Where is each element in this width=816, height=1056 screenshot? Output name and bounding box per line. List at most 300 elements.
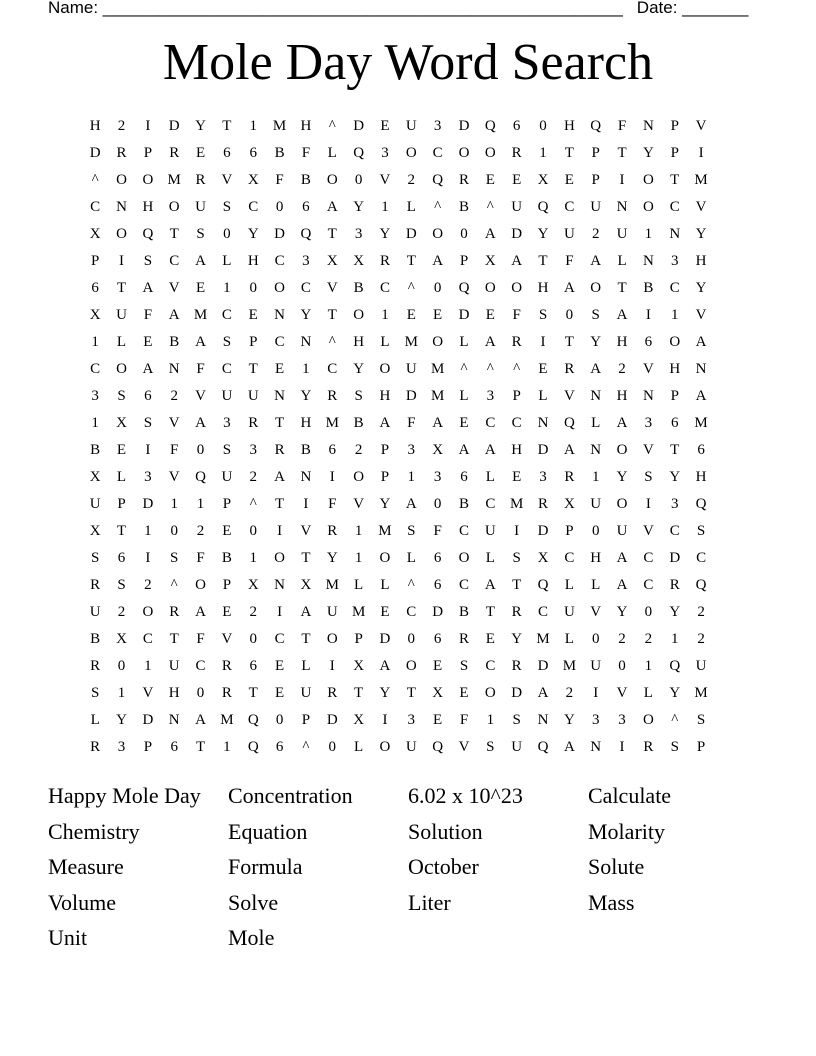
grid-letter[interactable]: R	[538, 496, 549, 512]
grid-letter[interactable]: 6	[670, 415, 679, 431]
grid-letter[interactable]: I	[145, 118, 151, 134]
grid-letter[interactable]: N	[695, 361, 707, 377]
grid-letter[interactable]: P	[591, 145, 600, 161]
grid-letter[interactable]: Q	[247, 739, 259, 755]
grid-letter[interactable]: S	[538, 307, 548, 323]
grid-letter[interactable]: T	[301, 631, 311, 647]
grid-letter[interactable]: 1	[486, 712, 495, 728]
grid-letter[interactable]: X	[116, 631, 127, 647]
grid-letter[interactable]: H	[168, 685, 180, 701]
grid-letter[interactable]: H	[142, 199, 154, 215]
grid-letter[interactable]: ^	[302, 739, 310, 755]
grid-letter[interactable]: N	[590, 442, 602, 458]
grid-letter[interactable]: A	[195, 253, 206, 269]
grid-letter[interactable]: T	[617, 280, 627, 296]
grid-letter[interactable]: N	[616, 199, 628, 215]
grid-letter[interactable]: O	[642, 712, 654, 728]
grid-letter[interactable]: R	[274, 442, 285, 458]
grid-letter[interactable]: 1	[91, 334, 99, 350]
grid-letter[interactable]: 6	[249, 658, 257, 674]
grid-letter[interactable]: Y	[511, 631, 523, 647]
grid-letter[interactable]: O	[142, 604, 154, 620]
grid-letter[interactable]: 2	[196, 523, 205, 539]
grid-letter[interactable]: X	[353, 658, 365, 674]
grid-letter[interactable]: V	[142, 685, 154, 701]
grid-letter[interactable]: T	[248, 685, 258, 701]
grid-letter[interactable]: T	[327, 307, 337, 323]
grid-letter[interactable]: C	[458, 523, 469, 539]
grid-letter[interactable]: I	[382, 712, 388, 728]
grid-letter[interactable]: M	[351, 604, 366, 620]
grid-letter[interactable]: 0	[644, 604, 653, 620]
grid-letter[interactable]: N	[590, 739, 602, 755]
grid-letter[interactable]: 0	[591, 523, 600, 539]
grid-letter[interactable]: S	[117, 577, 126, 593]
grid-letter[interactable]: D	[669, 550, 681, 566]
grid-letter[interactable]: A	[590, 253, 602, 269]
grid-letter[interactable]: ^	[249, 496, 257, 512]
grid-letter[interactable]: 2	[117, 604, 126, 620]
grid-letter[interactable]: F	[301, 145, 311, 161]
grid-letter[interactable]: H	[300, 415, 312, 431]
grid-letter[interactable]: O	[274, 280, 285, 296]
grid-letter[interactable]: 0	[249, 280, 257, 296]
grid-letter[interactable]: P	[696, 739, 706, 755]
grid-letter[interactable]: E	[485, 307, 495, 323]
grid-letter[interactable]: D	[458, 307, 470, 323]
grid-letter[interactable]: L	[301, 658, 311, 674]
grid-letter[interactable]: R	[248, 415, 259, 431]
grid-letter[interactable]: N	[168, 361, 180, 377]
grid-letter[interactable]: O	[405, 658, 417, 674]
grid-letter[interactable]: O	[616, 442, 628, 458]
grid-letter[interactable]: 6	[697, 442, 705, 458]
grid-letter[interactable]: S	[222, 334, 232, 350]
grid-letter[interactable]: C	[643, 577, 654, 593]
grid-letter[interactable]: I	[145, 550, 151, 566]
grid-letter[interactable]: N	[642, 118, 654, 134]
date-field[interactable]: Date: _______	[636, 0, 749, 17]
grid-letter[interactable]: U	[116, 307, 127, 323]
grid-letter[interactable]: T	[617, 145, 627, 161]
grid-letter[interactable]: O	[326, 631, 338, 647]
grid-letter[interactable]: 3	[91, 388, 99, 404]
grid-letter[interactable]: E	[274, 658, 285, 674]
grid-letter[interactable]: X	[484, 253, 496, 269]
grid-letter[interactable]: R	[221, 658, 232, 674]
grid-letter[interactable]: C	[90, 199, 101, 215]
grid-letter[interactable]: I	[329, 658, 335, 674]
grid-letter[interactable]: N	[537, 712, 549, 728]
grid-letter[interactable]: R	[221, 685, 232, 701]
grid-letter[interactable]: S	[512, 550, 521, 566]
grid-letter[interactable]: X	[432, 442, 444, 458]
grid-letter[interactable]: X	[116, 415, 127, 431]
grid-letter[interactable]: X	[89, 307, 101, 323]
grid-letter[interactable]: 3	[407, 712, 416, 728]
grid-letter[interactable]: D	[142, 712, 154, 728]
grid-letter[interactable]: U	[563, 604, 575, 620]
grid-letter[interactable]: B	[90, 631, 101, 647]
grid-letter[interactable]: Y	[195, 118, 206, 134]
grid-letter[interactable]: 1	[670, 631, 679, 647]
grid-letter[interactable]: E	[222, 523, 232, 539]
grid-letter[interactable]: B	[353, 415, 364, 431]
grid-letter[interactable]: 3	[381, 145, 389, 161]
grid-letter[interactable]: T	[301, 550, 311, 566]
grid-letter[interactable]: E	[195, 280, 206, 296]
grid-letter[interactable]: C	[458, 577, 469, 593]
grid-letter[interactable]: 2	[697, 604, 705, 620]
grid-letter[interactable]: 1	[644, 658, 653, 674]
grid-letter[interactable]: V	[195, 388, 206, 404]
grid-letter[interactable]: P	[222, 496, 232, 512]
grid-letter[interactable]: 3	[486, 388, 495, 404]
grid-letter[interactable]: X	[353, 712, 365, 728]
grid-letter[interactable]: I	[698, 145, 704, 161]
grid-letter[interactable]: S	[696, 712, 706, 728]
grid-letter[interactable]: S	[222, 442, 232, 458]
grid-letter[interactable]: ^	[486, 361, 494, 377]
grid-letter[interactable]: P	[670, 118, 679, 134]
grid-letter[interactable]: 3	[354, 226, 363, 242]
grid-letter[interactable]: 0	[354, 172, 363, 188]
grid-letter[interactable]: 1	[381, 307, 389, 323]
grid-letter[interactable]: S	[196, 226, 205, 242]
grid-letter[interactable]: F	[565, 253, 574, 269]
grid-letter[interactable]: 0	[223, 226, 231, 242]
grid-letter[interactable]: T	[354, 685, 364, 701]
grid-letter[interactable]: 2	[644, 631, 653, 647]
grid-letter[interactable]: 6	[170, 739, 178, 755]
grid-letter[interactable]: C	[485, 658, 496, 674]
grid-letter[interactable]: 3	[670, 253, 679, 269]
grid-letter[interactable]: S	[512, 712, 521, 728]
grid-letter[interactable]: 0	[433, 280, 442, 296]
grid-letter[interactable]: 1	[302, 361, 310, 377]
grid-letter[interactable]: A	[168, 307, 180, 323]
grid-letter[interactable]: L	[591, 415, 601, 431]
grid-letter[interactable]: C	[248, 199, 259, 215]
grid-letter[interactable]: T	[406, 685, 416, 701]
grid-letter[interactable]: Y	[563, 712, 575, 728]
grid-letter[interactable]: V	[642, 523, 654, 539]
grid-letter[interactable]: S	[459, 658, 469, 674]
grid-letter[interactable]: X	[89, 469, 101, 485]
grid-letter[interactable]: C	[485, 496, 496, 512]
grid-letter[interactable]: 3	[591, 712, 600, 728]
grid-letter[interactable]: P	[91, 253, 100, 269]
grid-letter[interactable]: L	[564, 631, 574, 647]
grid-letter[interactable]: 6	[144, 388, 152, 404]
grid-letter[interactable]: ^	[486, 199, 494, 215]
grid-letter[interactable]: L	[116, 469, 127, 485]
grid-letter[interactable]: O	[379, 739, 391, 755]
grid-letter[interactable]: D	[326, 712, 338, 728]
grid-letter[interactable]: L	[643, 685, 653, 701]
grid-letter[interactable]: A	[142, 361, 154, 377]
grid-letter[interactable]: V	[326, 280, 338, 296]
grid-letter[interactable]: M	[220, 712, 234, 728]
grid-letter[interactable]: S	[486, 739, 495, 755]
grid-letter[interactable]: 2	[249, 469, 257, 485]
grid-letter[interactable]: U	[484, 523, 496, 539]
grid-letter[interactable]: D	[537, 442, 549, 458]
grid-letter[interactable]: N	[642, 388, 654, 404]
grid-letter[interactable]: ^	[434, 199, 442, 215]
grid-letter[interactable]: O	[274, 550, 285, 566]
grid-letter[interactable]: M	[378, 523, 392, 539]
grid-letter[interactable]: Y	[669, 685, 681, 701]
grid-letter[interactable]: A	[326, 199, 338, 215]
grid-letter[interactable]: L	[354, 577, 364, 593]
grid-letter[interactable]: O	[590, 280, 602, 296]
grid-letter[interactable]: V	[642, 361, 654, 377]
grid-letter[interactable]: T	[116, 523, 127, 539]
grid-letter[interactable]: 1	[381, 199, 389, 215]
grid-letter[interactable]: 1	[91, 415, 99, 431]
grid-letter[interactable]: V	[168, 280, 180, 296]
grid-letter[interactable]: 3	[618, 712, 626, 728]
grid-letter[interactable]: I	[145, 442, 151, 458]
grid-letter[interactable]: A	[405, 496, 417, 512]
grid-letter[interactable]: 6	[433, 631, 442, 647]
grid-letter[interactable]: R	[90, 577, 101, 593]
grid-letter[interactable]: H	[353, 334, 365, 350]
grid-letter[interactable]: D	[432, 604, 444, 620]
grid-letter[interactable]: L	[406, 550, 416, 566]
grid-letter[interactable]: 6	[433, 577, 442, 593]
grid-letter[interactable]: N	[537, 415, 549, 431]
grid-letter[interactable]: I	[593, 685, 599, 701]
grid-letter[interactable]: 0	[539, 118, 547, 134]
grid-letter[interactable]: E	[222, 604, 232, 620]
grid-letter[interactable]: A	[616, 577, 628, 593]
grid-letter[interactable]: 2	[565, 685, 574, 701]
grid-letter[interactable]: 6	[249, 145, 257, 161]
grid-letter[interactable]: E	[274, 361, 285, 377]
grid-letter[interactable]: Q	[195, 469, 206, 485]
grid-letter[interactable]: R	[327, 685, 338, 701]
grid-letter[interactable]: 0	[618, 658, 626, 674]
grid-letter[interactable]: S	[696, 523, 706, 539]
grid-letter[interactable]: H	[511, 442, 523, 458]
grid-letter[interactable]: O	[195, 577, 206, 593]
grid-letter[interactable]: 1	[223, 739, 231, 755]
grid-letter[interactable]: S	[143, 415, 153, 431]
grid-letter[interactable]: U	[247, 388, 259, 404]
grid-letter[interactable]: Q	[432, 172, 444, 188]
grid-letter[interactable]: M	[562, 658, 577, 674]
grid-letter[interactable]: 3	[223, 415, 231, 431]
grid-letter[interactable]: 0	[196, 685, 205, 701]
grid-letter[interactable]: E	[116, 442, 127, 458]
grid-letter[interactable]: O	[379, 550, 391, 566]
grid-letter[interactable]: Y	[669, 469, 681, 485]
grid-letter[interactable]: S	[143, 253, 153, 269]
grid-letter[interactable]: X	[537, 550, 549, 566]
grid-letter[interactable]: A	[274, 469, 285, 485]
grid-letter[interactable]: L	[564, 577, 574, 593]
grid-letter[interactable]: X	[537, 172, 549, 188]
grid-letter[interactable]: T	[222, 118, 232, 134]
grid-letter[interactable]: 0	[117, 658, 126, 674]
grid-letter[interactable]: H	[695, 469, 707, 485]
grid-letter[interactable]: I	[514, 523, 520, 539]
grid-letter[interactable]: D	[168, 118, 180, 134]
grid-letter[interactable]: T	[274, 415, 285, 431]
grid-letter[interactable]: 1	[670, 307, 679, 323]
grid-letter[interactable]: M	[167, 172, 181, 188]
grid-letter[interactable]: I	[303, 496, 309, 512]
grid-letter[interactable]: C	[485, 415, 496, 431]
grid-letter[interactable]: Y	[116, 712, 127, 728]
grid-letter[interactable]: P	[143, 739, 153, 755]
grid-letter[interactable]: D	[353, 118, 365, 134]
grid-letter[interactable]: N	[274, 388, 285, 404]
grid-letter[interactable]: C	[169, 253, 180, 269]
grid-letter[interactable]: C	[564, 550, 575, 566]
grid-letter[interactable]: Y	[669, 604, 681, 620]
grid-letter[interactable]: D	[379, 631, 391, 647]
grid-letter[interactable]: A	[195, 334, 206, 350]
grid-letter[interactable]: 2	[144, 577, 152, 593]
grid-letter[interactable]: U	[563, 226, 575, 242]
grid-letter[interactable]: A	[484, 334, 496, 350]
grid-letter[interactable]: 0	[249, 631, 257, 647]
grid-letter[interactable]: H	[300, 118, 312, 134]
grid-letter[interactable]: X	[432, 685, 444, 701]
grid-letter[interactable]: A	[616, 415, 628, 431]
grid-letter[interactable]: V	[458, 739, 470, 755]
grid-letter[interactable]: A	[537, 685, 549, 701]
grid-letter[interactable]: N	[274, 307, 285, 323]
grid-letter[interactable]: C	[274, 631, 285, 647]
grid-letter[interactable]: 2	[591, 226, 600, 242]
grid-letter[interactable]: R	[511, 604, 522, 620]
grid-letter[interactable]: R	[169, 604, 180, 620]
grid-letter[interactable]: A	[195, 712, 206, 728]
grid-letter[interactable]: S	[670, 739, 679, 755]
grid-letter[interactable]: 1	[644, 226, 653, 242]
grid-letter[interactable]: O	[168, 199, 180, 215]
grid-letter[interactable]: S	[91, 685, 100, 701]
grid-letter[interactable]: 1	[170, 496, 178, 512]
grid-letter[interactable]: 0	[407, 631, 416, 647]
grid-letter[interactable]: 0	[249, 523, 257, 539]
grid-letter[interactable]: H	[695, 253, 707, 269]
grid-letter[interactable]: O	[142, 172, 154, 188]
grid-letter[interactable]: M	[694, 172, 708, 188]
grid-letter[interactable]: S	[644, 469, 653, 485]
grid-letter[interactable]: E	[274, 685, 285, 701]
name-field[interactable]: Name: _______________________________________________________	[48, 0, 623, 17]
grid-letter[interactable]: 1	[539, 145, 547, 161]
grid-letter[interactable]: L	[354, 739, 364, 755]
grid-letter[interactable]: L	[222, 253, 232, 269]
grid-letter[interactable]: C	[142, 631, 153, 647]
grid-letter[interactable]: V	[695, 307, 707, 323]
grid-letter[interactable]: L	[327, 145, 337, 161]
grid-letter[interactable]: Y	[379, 685, 391, 701]
grid-letter[interactable]: C	[432, 145, 443, 161]
grid-letter[interactable]: U	[89, 604, 101, 620]
grid-letter[interactable]: O	[642, 199, 654, 215]
grid-letter[interactable]: T	[274, 496, 285, 512]
grid-letter[interactable]: T	[327, 226, 337, 242]
grid-letter[interactable]: D	[274, 226, 285, 242]
grid-letter[interactable]: Y	[379, 496, 391, 512]
grid-letter[interactable]: 2	[407, 172, 416, 188]
grid-letter[interactable]: 1	[407, 469, 416, 485]
grid-letter[interactable]: 6	[328, 442, 337, 458]
grid-letter[interactable]: ^	[407, 577, 415, 593]
grid-letter[interactable]: ^	[91, 172, 99, 188]
grid-letter[interactable]: U	[168, 658, 180, 674]
grid-letter[interactable]: 0	[460, 226, 468, 242]
grid-letter[interactable]: H	[616, 334, 628, 350]
grid-letter[interactable]: T	[116, 280, 127, 296]
grid-letter[interactable]: A	[195, 415, 206, 431]
grid-letter[interactable]: C	[90, 361, 101, 377]
grid-letter[interactable]: B	[643, 280, 654, 296]
grid-letter[interactable]: A	[511, 253, 523, 269]
grid-letter[interactable]: E	[143, 334, 153, 350]
grid-letter[interactable]: V	[616, 685, 628, 701]
grid-letter[interactable]: S	[222, 199, 232, 215]
grid-letter[interactable]: P	[354, 631, 363, 647]
grid-letter[interactable]: 0	[565, 307, 574, 323]
grid-letter[interactable]: D	[89, 145, 101, 161]
grid-letter[interactable]: X	[563, 496, 575, 512]
grid-letter[interactable]: U	[300, 685, 312, 701]
grid-letter[interactable]: L	[380, 577, 390, 593]
grid-letter[interactable]: R	[90, 658, 101, 674]
grid-letter[interactable]: 1	[196, 496, 205, 512]
grid-letter[interactable]: E	[538, 361, 548, 377]
grid-letter[interactable]: P	[591, 172, 600, 188]
grid-letter[interactable]: ^	[513, 361, 521, 377]
grid-letter[interactable]: Y	[616, 604, 628, 620]
grid-letter[interactable]: I	[329, 469, 335, 485]
grid-letter[interactable]: O	[116, 226, 127, 242]
grid-letter[interactable]: H	[563, 118, 575, 134]
grid-letter[interactable]: A	[484, 226, 496, 242]
grid-letter[interactable]: 6	[302, 199, 310, 215]
grid-letter[interactable]: 3	[407, 442, 416, 458]
grid-letter[interactable]: A	[458, 442, 470, 458]
grid-letter[interactable]: O	[326, 172, 338, 188]
grid-letter[interactable]: Q	[484, 118, 496, 134]
grid-letter[interactable]: 3	[539, 469, 547, 485]
grid-letter[interactable]: 2	[249, 604, 257, 620]
grid-letter[interactable]: T	[248, 361, 258, 377]
grid-letter[interactable]: 2	[170, 388, 178, 404]
grid-letter[interactable]: L	[116, 334, 127, 350]
grid-letter[interactable]: C	[221, 307, 232, 323]
grid-letter[interactable]: B	[458, 496, 469, 512]
grid-letter[interactable]: 6	[223, 145, 231, 161]
grid-letter[interactable]: 6	[117, 550, 126, 566]
grid-letter[interactable]: B	[169, 334, 180, 350]
grid-letter[interactable]: E	[406, 307, 416, 323]
grid-letter[interactable]: R	[116, 145, 127, 161]
grid-letter[interactable]: H	[616, 388, 628, 404]
grid-letter[interactable]: P	[670, 145, 679, 161]
grid-letter[interactable]: 6	[433, 550, 442, 566]
grid-letter[interactable]: 3	[249, 442, 257, 458]
grid-letter[interactable]: S	[354, 388, 363, 404]
